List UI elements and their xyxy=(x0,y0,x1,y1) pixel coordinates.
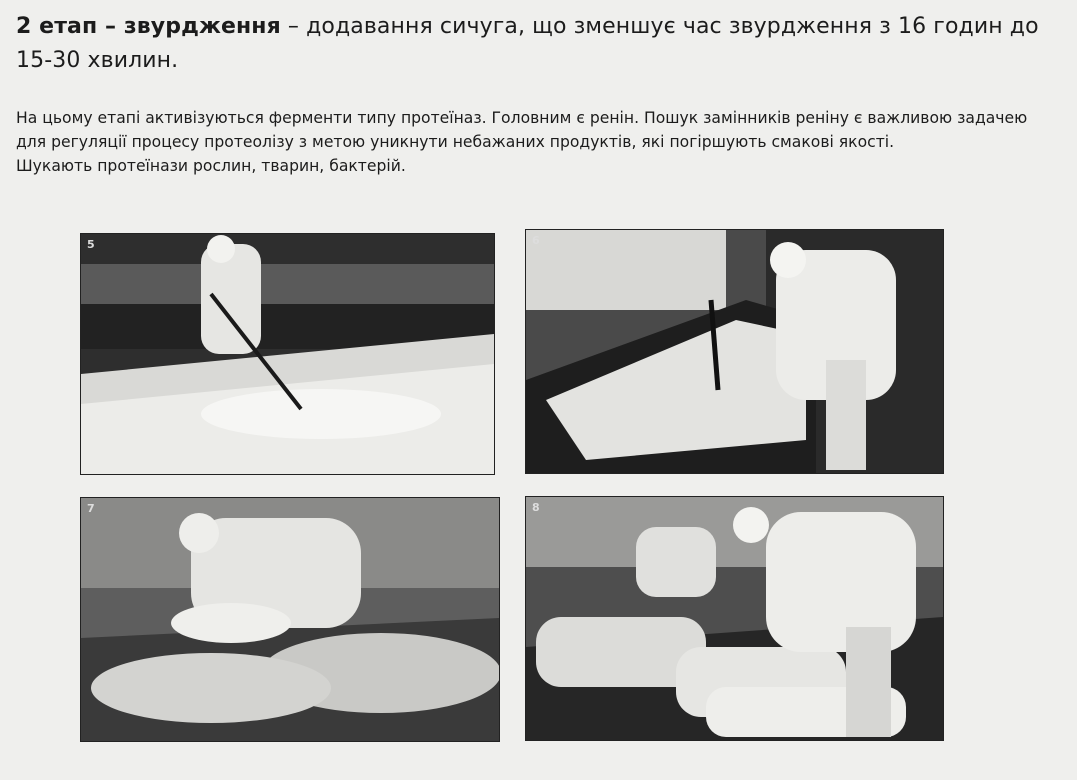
photo-5-image xyxy=(81,234,494,474)
photo-number: 8 xyxy=(532,501,540,514)
photo-number: 7 xyxy=(87,502,95,515)
paragraph-sources: Шукають протеїнази рослин, тварин, бактерій. xyxy=(16,157,406,175)
stage-heading xyxy=(16,10,1061,78)
stage-description: – додавання сичуга, що зменшує час звурдження з 16 годин до 15-30 хвилин. xyxy=(16,14,1039,73)
photo-stirring-vat xyxy=(80,233,495,475)
photo-8-image xyxy=(526,497,943,740)
photo-pressing-curd xyxy=(80,497,500,742)
paragraph-enzymes: На цьому етапі активізуються ферменти типу протеїназ. Головним є ренін. Пошук замінників реніну є важливою задачею для регуляції процесу протеолізу з метою уникнути небажаних продуктів, які погіршують смакові якості. xyxy=(16,109,1028,151)
photo-handling-curd-blocks xyxy=(525,496,944,741)
photo-number: 6 xyxy=(532,234,540,247)
photo-6-image xyxy=(526,230,943,473)
photo-leaning-trough xyxy=(525,229,944,474)
body-text xyxy=(16,106,1061,178)
photo-7-image xyxy=(81,498,499,741)
photo-number: 5 xyxy=(87,238,95,251)
stage-title: 2 етап – звурдження xyxy=(16,14,281,39)
